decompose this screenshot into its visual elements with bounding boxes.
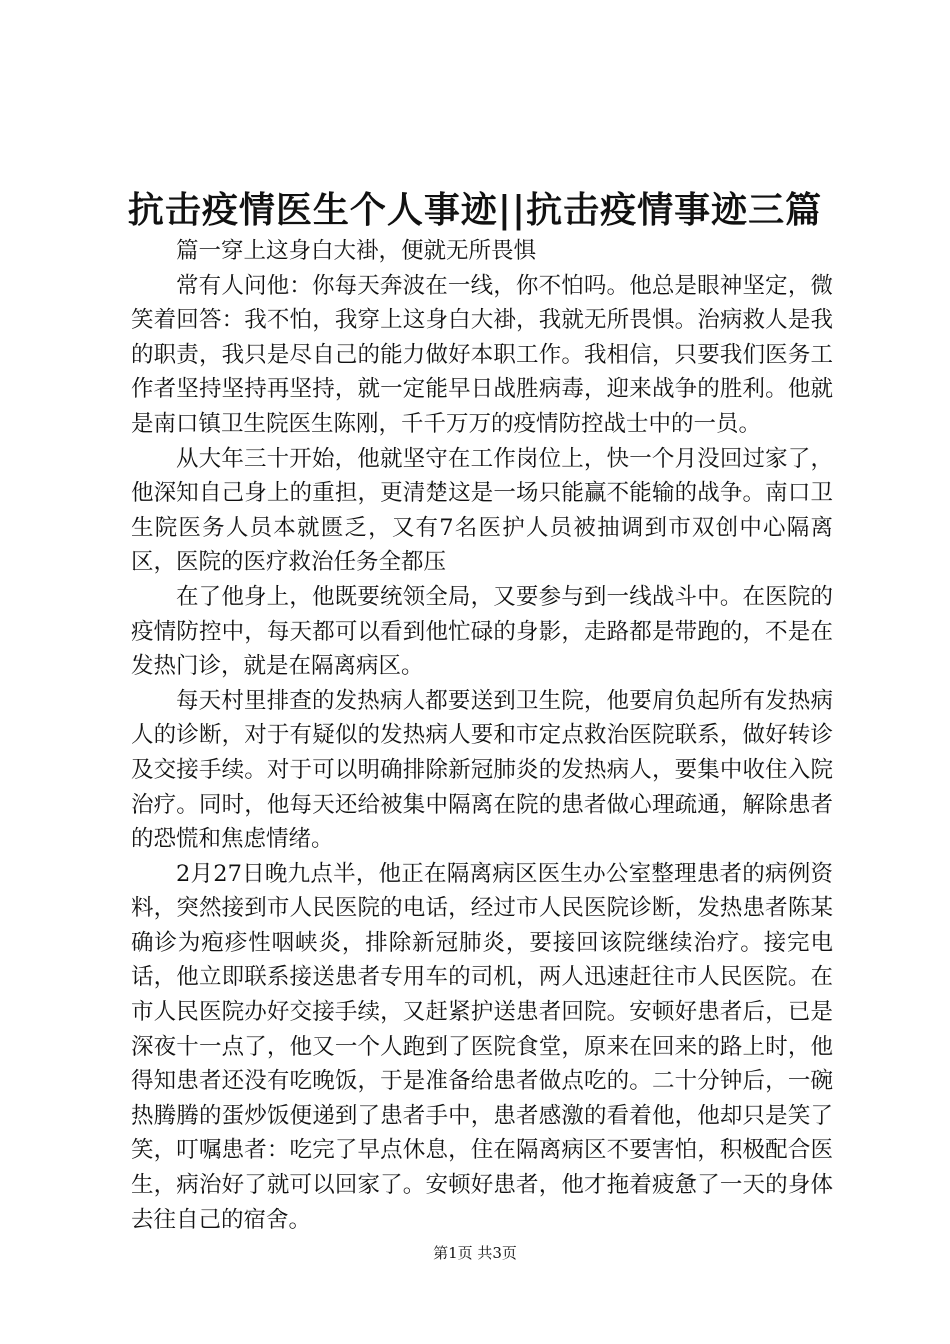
document-body bbox=[131, 234, 833, 1237]
paragraph: 每天村里排查的发热病人都要送到卫生院，他要肩负起所有发热病人的诊断，对于有疑似的发热病人要和市定点救治医院联系，做好转诊及交接手续。对于可以明确排除新冠肺炎的发热病人，要集中收住入院治疗。同时，他每天还给被集中隔离在院的患者做心理疏通，解除患者的恐慌和焦虑情绪。 bbox=[131, 687, 833, 853]
paragraph: 常有人问他：你每天奔波在一线，你不怕吗。他总是眼神坚定，微笑着回答：我不怕，我穿上这身白大褂，我就无所畏惧。治病救人是我的职责，我只是尽自己的能力做好本职工作。我相信，只要我们医务工作者坚持坚持再坚持，就一定能早日战胜病毒，迎来战争的胜利。他就是南口镇卫生院医生陈刚，千千万万的疫情防控战士中的一员。 bbox=[131, 272, 833, 437]
paragraph-subtitle: 篇一穿上这身白大褂，便就无所畏惧 bbox=[176, 238, 537, 264]
page-number-footer: 第1页 共3页 bbox=[433, 1244, 517, 1262]
paragraph: 在了他身上，他既要统领全局，又要参与到一线战斗中。在医院的疫情防控中，每天都可以看到他忙碌的身影，走路都是带跑的，不是在发热门诊，就是在隔离病区。 bbox=[131, 583, 833, 680]
document-title: 抗击疫情医生个人事迹||抗击疫情事迹三篇 bbox=[127, 189, 823, 231]
paragraph: 从大年三十开始，他就坚守在工作岗位上，快一个月没回过家了，他深知自己身上的重担，更清楚这是一场只能赢不能输的战争。南口卫生院医务人员本就匮乏，又有7名医护人员被抽调到市双创中心隔离区，医院的医疗救治任务全都压 bbox=[131, 445, 833, 576]
paragraph: 2月27日晚九点半，他正在隔离病区医生办公室整理患者的病例资料，突然接到市人民医院的电话，经过市人民医院诊断，发热患者陈某确诊为疱疹性咽峡炎，排除新冠肺炎，要接回该院继续治疗。接完电话，他立即联系接送患者专用车的司机，两人迅速赶往市人民医院。在市人民医院办好交接手续，又赶紧护送患者回院。安顿好患者后，已是深夜十一点了，他又一个人跑到了医院食堂，原来在回来的路上时，他得知患者还没有吃晚饭，于是准备给患者做点吃的。二十分钟后，一碗热腾腾的蛋炒饭便递到了患者手中，患者感激的看着他，他却只是笑了笑，叮嘱患者：吃完了早点休息，住在隔离病区不要害怕，积极配合医生，病治好了就可以回家了。安顿好患者，他才拖着疲惫了一天的身体去往自己的宿舍。 bbox=[131, 860, 833, 1233]
